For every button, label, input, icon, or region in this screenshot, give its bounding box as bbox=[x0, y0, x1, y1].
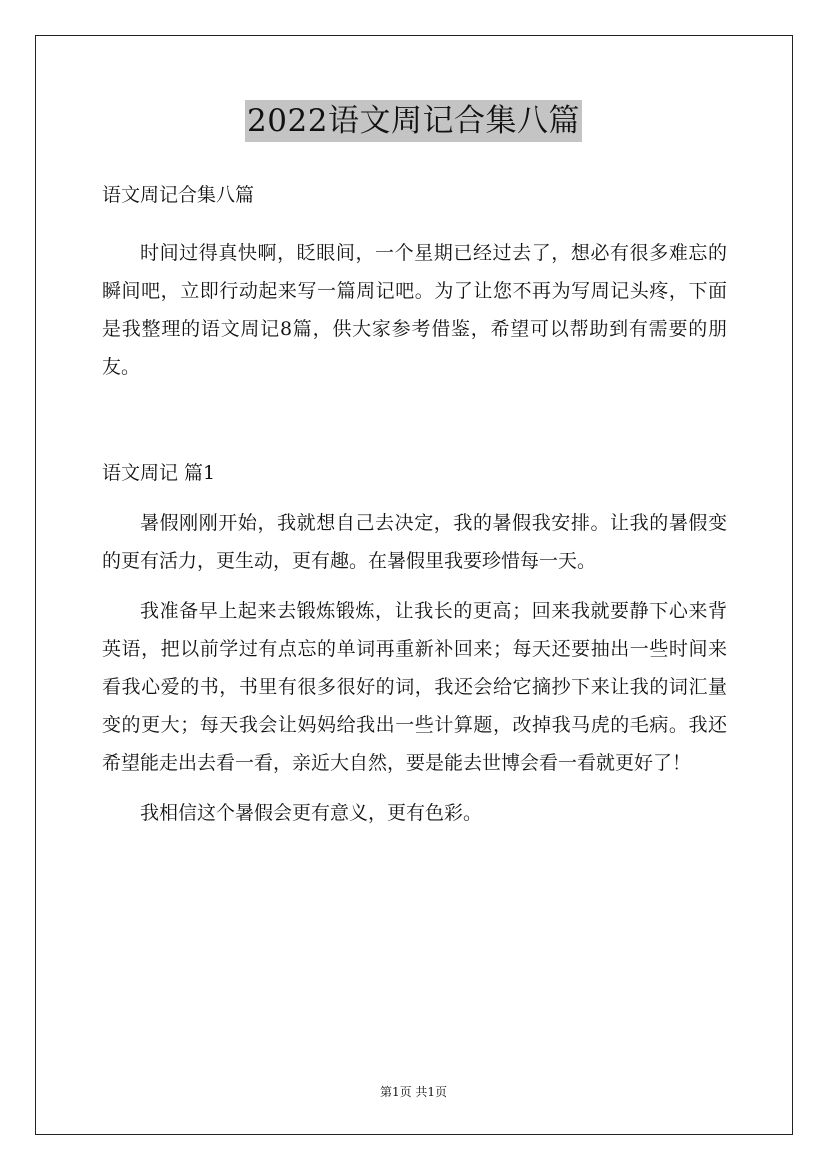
spacer bbox=[102, 580, 727, 592]
spacer bbox=[102, 492, 727, 504]
body-paragraph-1: 暑假刚刚开始，我就想自己去决定，我的暑假我安排。让我的暑假变的更有活力，更生动，更有趣。在暑假里我要珍惜每一天。 bbox=[102, 512, 727, 572]
document-title: 2022语文周记合集八篇 bbox=[245, 100, 582, 142]
spacer bbox=[102, 214, 727, 234]
document-body bbox=[102, 176, 727, 832]
spacer bbox=[102, 386, 727, 454]
document-subtitle: 语文周记合集八篇 bbox=[102, 184, 255, 206]
body-paragraph-3: 我相信这个暑假会更有意义，更有色彩。 bbox=[140, 802, 483, 824]
page-footer bbox=[0, 1084, 827, 1100]
section-heading: 语文周记 篇1 bbox=[102, 462, 216, 484]
intro-paragraph: 时间过得真快啊，眨眼间，一个星期已经过去了，想必有很多难忘的瞬间吧，立即行动起来写一篇周记吧。为了让您不再为写周记头疼，下面是我整理的语文周记8篇，供大家参考借鉴，希望可以帮助到有需要的朋友。 bbox=[102, 242, 727, 378]
body-paragraph-2: 我准备早上起来去锻炼锻炼，让我长的更高；回来我就要静下心来背英语，把以前学过有点忘的单词再重新补回来；每天还要抽出一些时间来看我心爱的书，书里有很多很好的词，我还会给它摘抄下来让我的词汇量变的更大；每天我会让妈妈给我出一些计算题，改掉我马虎的毛病。我还希望能走出去看一看，亲近大自然，要是能去世博会看一看就更好了！ bbox=[102, 600, 727, 774]
title-container bbox=[0, 100, 827, 142]
spacer bbox=[102, 782, 727, 794]
page-number-label: 第1页 共1页 bbox=[379, 1085, 448, 1099]
